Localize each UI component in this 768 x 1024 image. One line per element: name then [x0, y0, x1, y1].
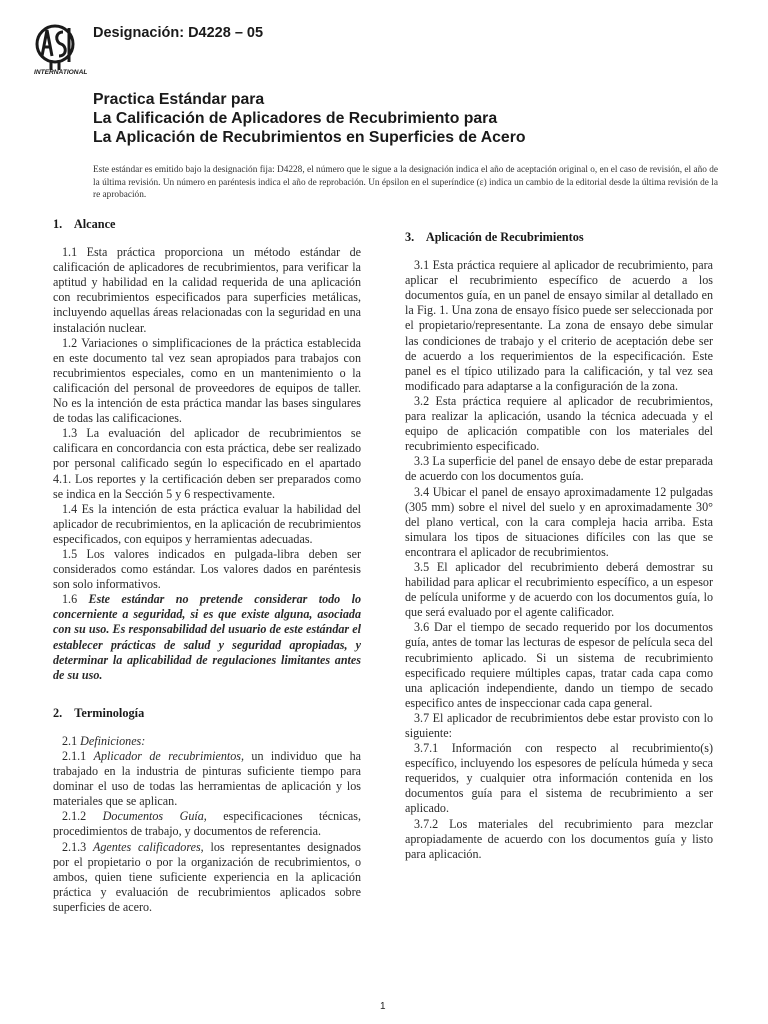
designation: Designación: D4228 – 05 — [93, 25, 264, 41]
paragraph-3-7-2: 3.7.2 Los materiales del recubrimiento para mezclar apropiadamente de acuerdo con los documentos guía y listo para aplicación. — [405, 816, 713, 861]
paragraph-2-1-2 — [53, 809, 361, 839]
definition-agentes: los representantes designados por el propietario o por la organización de recubrimientos, o ambos, quien tiene suficiente experiencia en la aplicación práctica y evaluación de recubrimientos aplicados sobre superficies de acero. — [53, 839, 362, 914]
paragraph-3-1: 3.1 Esta práctica requiere al aplicador de recubrimiento, para aplicar el recubrimiento específico de acuerdo a los documentos guía, en un panel de ensayo similar al detallado en la Fig. 1. Una zona de ensayo físico puede ser seleccionada por el propietario/representante. La zona de ensayo debe simular las condiciones de trabajo y el criterio de aceptación debe ser de acuerdo a los requerimientos de la especificación. Este panel es el típico utilizado para la calificación, y tal vez sea modificado para adaptarse a la configuración de la zona. — [405, 258, 713, 393]
paragraph-1-2: 1.2 Variaciones o simplificaciones de la práctica establecida en este documento tal vez sean apropiados para trabajos con recubrimientos especiales, como en un mantenimiento o la calificación del personal de proveedores de equipos de taller. No es la intención de esta práctica mandar las bases singulares de todas las calificaciones. — [53, 335, 361, 426]
title-line-1: Practica Estándar para — [93, 91, 265, 108]
title-line-3: La Aplicación de Recubrimientos en Superficies de Acero — [93, 129, 526, 146]
issued-note: Este estándar es emitido bajo la designación fija: D4228, el número que le sigue a la designación indica el año de aceptación original o, en el caso de revisión, el año de la última revisión. Un número en paréntesis indica el año de reprobación. Un épsilon en el superíndice (ε) indica un cambio de la editorial desde la última revisión de la re aprobación. — [93, 165, 718, 201]
definition-aplicador: un individuo que ha trabajado en la industria de pinturas suficiente tiempo para dominar el uso de todas las herramientas de aplicación y los materiales que se aplican. — [53, 749, 361, 809]
paragraph-3-6: 3.6 Dar el tiempo de secado requerido por los documentos guía, antes de tomar las lecturas de espesor de película seca del recubrimiento aplicado. Si un sistema de recubrimiento especificado requiere múltiples capas, tratar cada capa como una aplicación independiente, dando un tiempo de secado especifico antes de inspeccionar cada capa general. — [405, 620, 713, 710]
document-title — [93, 90, 526, 147]
paragraph-3-7: 3.7 El aplicador de recubrimientos debe estar provisto con lo siguiente: — [405, 710, 713, 740]
logo-text: INTERNATIONAL — [34, 69, 88, 76]
title-line-2: La Calificación de Aplicadores de Recubrimiento para — [93, 110, 498, 127]
page-number: 1 — [380, 1001, 386, 1012]
safety-caveat: Este estándar no pretende considerar todo lo concerniente a seguridad, si es que existe alguna, asociada con su uso. Es responsabilidad del usuario de este estándar el establecer prácticas de salud y seguridad apropiadas, y determinar la aplicabilidad de regulaciones limitantes antes de su uso. — [53, 592, 362, 682]
paragraph-1-6 — [53, 592, 361, 683]
paragraph-1-1: 1.1 Esta práctica proporciona un método estándar de calificación de aplicadores de recubrimientos, para verificar la aptitud y habilidad en la calidad requerida de una aplicación con recubrimientos especificados para superficies metálicas, incluyendo aquellas áreas relacionadas con la seguridad en una instalación nuclear. — [53, 245, 361, 335]
paragraph-2-1-1-number: 2.1.1 — [62, 749, 94, 763]
term-agentes: Agentes calificadores, — [92, 839, 204, 854]
paragraph-1-4: 1.4 Es la intención de esta práctica evaluar la habilidad del aplicador de recubrimientos, en la aplicación de recubrimientos especificados, con equipos y herramientas adecuadas. — [53, 501, 361, 546]
paragraph-3-2: 3.2 Esta práctica requiere al aplicador de recubrimientos, para realizar la aplicación, usando la técnica adecuada y el equipo de aplicación compatible con los materiales del recubrimiento especificado. — [405, 393, 713, 454]
section-2-heading: 2. Terminología — [53, 705, 145, 720]
section-1-heading: 1. Alcance — [53, 217, 116, 231]
definition-documentos-guia: especificaciones técnicas, procedimientos de trabajo, y documentos de referencia. — [53, 809, 361, 839]
paragraph-2-1-3-number: 2.1.3 — [62, 839, 93, 854]
right-column — [405, 230, 713, 862]
paragraph-1-6-number: 1.6 — [62, 592, 89, 607]
paragraph-3-4: 3.4 Ubicar el panel de ensayo aproximadamente 12 pulgadas (305 mm) sobre el nivel del suelo y en aproximadamente 30° del plano vertical, con la cara compleja hacia arriba. Esta simulara los tipos de situaciones difíciles con las que se encontrara el aplicador de recubrimientos. — [405, 484, 713, 559]
paragraph-2-1-number: 2.1 — [62, 733, 81, 748]
paragraph-2-1 — [53, 734, 361, 749]
term-aplicador: Aplicador de recubrimientos, — [93, 749, 245, 763]
left-column — [53, 217, 361, 915]
paragraph-1-5: 1.5 Los valores indicados en pulgada-libra deben ser considerados como estándar. Los valores dados en paréntesis son solo informativos. — [53, 546, 361, 592]
section-3-heading: 3. Aplicación de Recubrimientos — [405, 230, 584, 244]
term-documentos-guia: Documentos Guía, — [102, 809, 207, 824]
paragraph-2-1-3 — [53, 840, 361, 915]
paragraph-1-3: 1.3 La evaluación del aplicador de recubrimientos se calificara en concordancia con esta práctica, debe ser realizado por personal calificado según lo especificado en el apartado 4.1. Los reportes y la certificación deben ser preparados como se indica en la Sección 5 y 6 respectivamente. — [53, 426, 361, 501]
definitions-label: Definiciones: — [80, 733, 146, 748]
paragraph-2-1-1 — [53, 749, 361, 809]
astm-logo — [33, 20, 93, 76]
paragraph-2-1-2-number: 2.1.2 — [62, 809, 103, 824]
paragraph-3-3: 3.3 La superficie del panel de ensayo debe de estar preparada de acuerdo con los documentos guía. — [405, 454, 713, 484]
paragraph-3-5: 3.5 El aplicador del recubrimiento deberá demostrar su habilidad para aplicar el recubrimiento específico, a un espesor de película uniforme y de acuerdo con los documentos guía, lo que será evaluado por el agente calificador. — [405, 559, 713, 620]
paragraph-3-7-1: 3.7.1 Información con respecto al recubrimiento(s) específico, incluyendo los espesores de película húmeda y seca requeridos, y cualquier otra información contenida en los documentos guía para el sistema de recubrimiento a ser aplicado. — [405, 741, 713, 816]
